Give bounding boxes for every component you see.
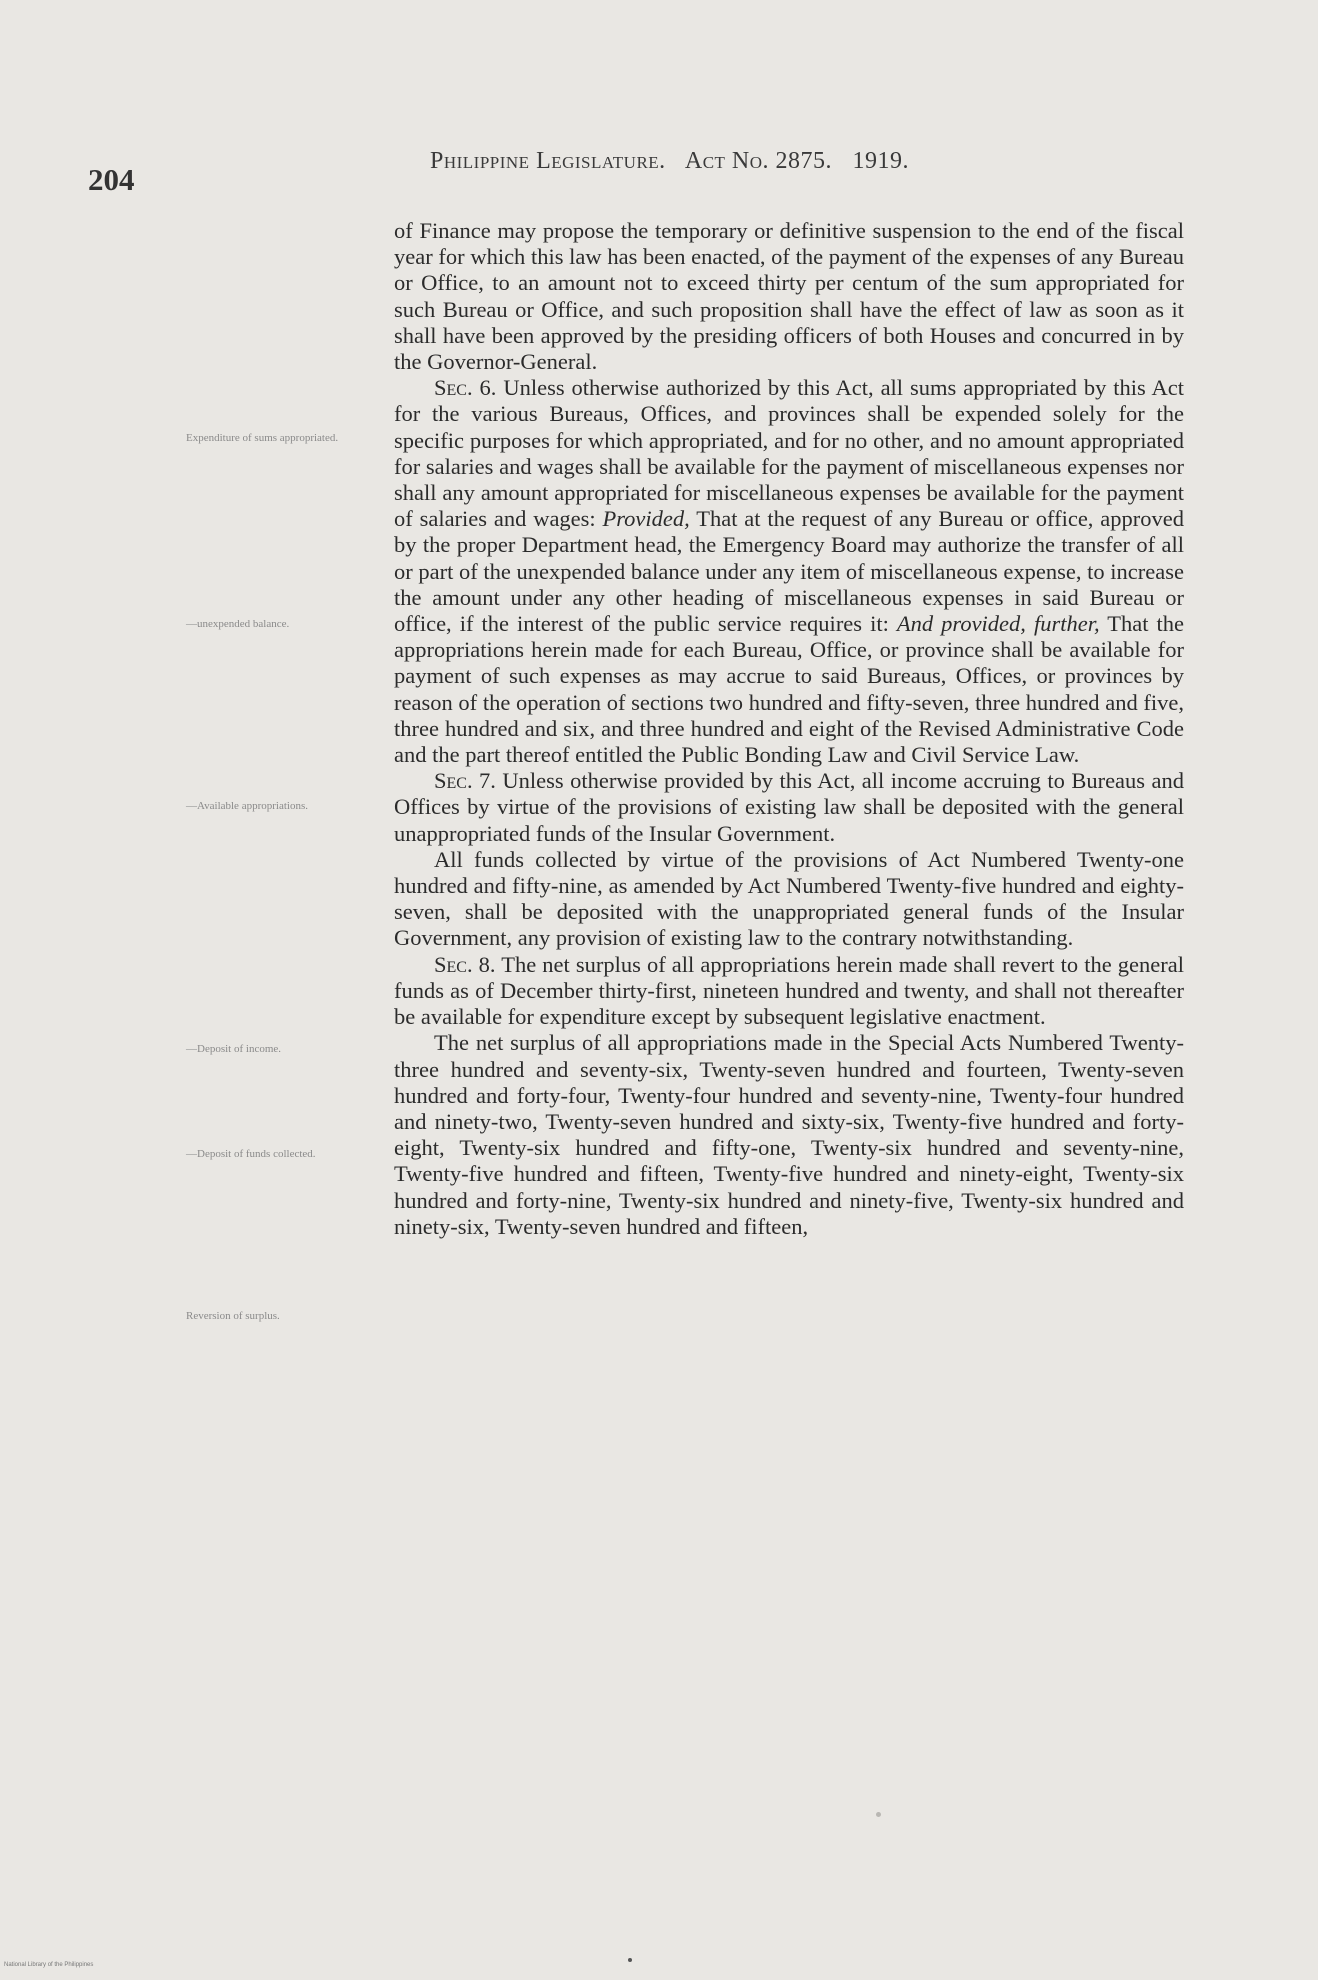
paper-speck (628, 1958, 632, 1962)
section-8-label: Sec. 8. (434, 951, 496, 977)
paper-speck (876, 1812, 881, 1817)
section-8-text: The net surplus of all appropriations herein made shall revert to the general funds as of December thirty-first, nineteen hundred and twenty, and shall not thereafter be available for expenditure except by subsequent legislative enactment. (394, 951, 1184, 1030)
body-text (394, 218, 1184, 1240)
margin-note-reversion-surplus: Reversion of surplus. (186, 1310, 280, 1322)
section-6-provided-further: And provided, further, (896, 611, 1100, 637)
running-head-title: Philippine Legislature. (430, 148, 666, 174)
section-7-paragraph (394, 768, 1184, 847)
surplus-paragraph: The net surplus of all appropriations made in the Special Acts Numbered Twenty-three hundred and seventy-six, Twenty-seven hundred and fourteen, Twenty-seven hundred and forty-four, Twenty-four hundred and seventy-nine, Twenty-four hundred and ninety-two, Twenty-seven hundred and sixty-six, Twenty-five hundred and forty-eight, Twenty-six hundred and fifty-one, Twenty-six hundred and seventy-nine, Twenty-five hundred and fifteen, Twenty-five hundred and ninety-eight, Twenty-six hundred and forty-nine, Twenty-six hundred and ninety-five, Twenty-six hundred and ninety-six, Twenty-seven hundred and fifteen, (394, 1030, 1184, 1239)
section-6-label: Sec. 6. (434, 375, 497, 401)
section-6-provided: Provided, (602, 506, 690, 532)
margin-note-deposit-funds: —Deposit of funds collected. (186, 1148, 316, 1160)
section-6-text-b: That at the request of any Bureau or office, approved by the proper Department head, the Emergency Board may authorize the transfer of all or part of the unexpended balance under any item of miscellaneous expense, to increase the amount under any other heading of miscellaneous expenses in said Bureau or office, if the interest of the public service requires it: (394, 506, 1184, 637)
margin-note-expenditure: Expenditure of sums appropriated. (186, 432, 339, 444)
page-number: 204 (88, 162, 135, 197)
margin-note-unexpended-balance: —unexpended balance. (186, 618, 290, 630)
section-6-text-a: Unless otherwise authorized by this Act, all sums appropriated by this Act for the various Bureaus, Offices, and provinces shall be expended solely for the specific purposes for which appropriated, and for no other, and no amount appropriated for salaries and wages shall be available for the payment of miscellaneous expenses nor shall any amount appropriated for miscellaneous expenses be available for the payment of salaries and wages: (394, 375, 1184, 532)
running-head-act: Act No. 2875. (684, 148, 833, 174)
margin-note-deposit-income: —Deposit of income. (186, 1043, 282, 1055)
section-7-text: Unless otherwise provided by this Act, all income accruing to Bureaus and Offices by virtue of the provisions of existing law shall be deposited with the general unappropriated funds of the Insular Government. (394, 768, 1184, 846)
footer-note: National Library of the Philippines (4, 1962, 94, 1968)
section-6-paragraph (394, 375, 1184, 768)
section-7-label: Sec. 7. (434, 768, 496, 794)
section-8-paragraph (394, 952, 1184, 1031)
running-head (430, 148, 923, 175)
funds-collected-paragraph: All funds collected by virtue of the provisions of Act Numbered Twenty-one hundred and fifty-nine, as amended by Act Numbered Twenty-five hundred and eighty-seven, shall be deposited with the unappropriated general funds of the Insular Government, any provision of existing law to the contrary notwithstanding. (394, 846, 1184, 951)
margin-note-available-appropriations: —Available appropriations. (186, 800, 308, 812)
paragraph-continuation: of Finance may propose the temporary or definitive suspension to the end of the fiscal year for which this law has been enacted, of the payment of the expenses of any Bureau or Office, to an amount not to exceed thirty per centum of the sum appropriated for such Bureau or Office, and such proposition shall have the effect of law as soon as it shall have been approved by the presiding officers of both Houses and concurred in by the Governor-General. (394, 218, 1184, 375)
section-6-text-c: That the appropriations herein made for each Bureau, Office, or province shall be available for payment of such expenses as may accrue to said Bureaus, Offices, or provinces by reason of the operation of sections two hundred and fifty-seven, three hundred and five, three hundred and six, and three hundred and eight of the Revised Administrative Code and the part thereof entitled the Public Bonding Law and Civil Service Law. (394, 611, 1184, 768)
running-head-year: 1919. (852, 148, 910, 174)
